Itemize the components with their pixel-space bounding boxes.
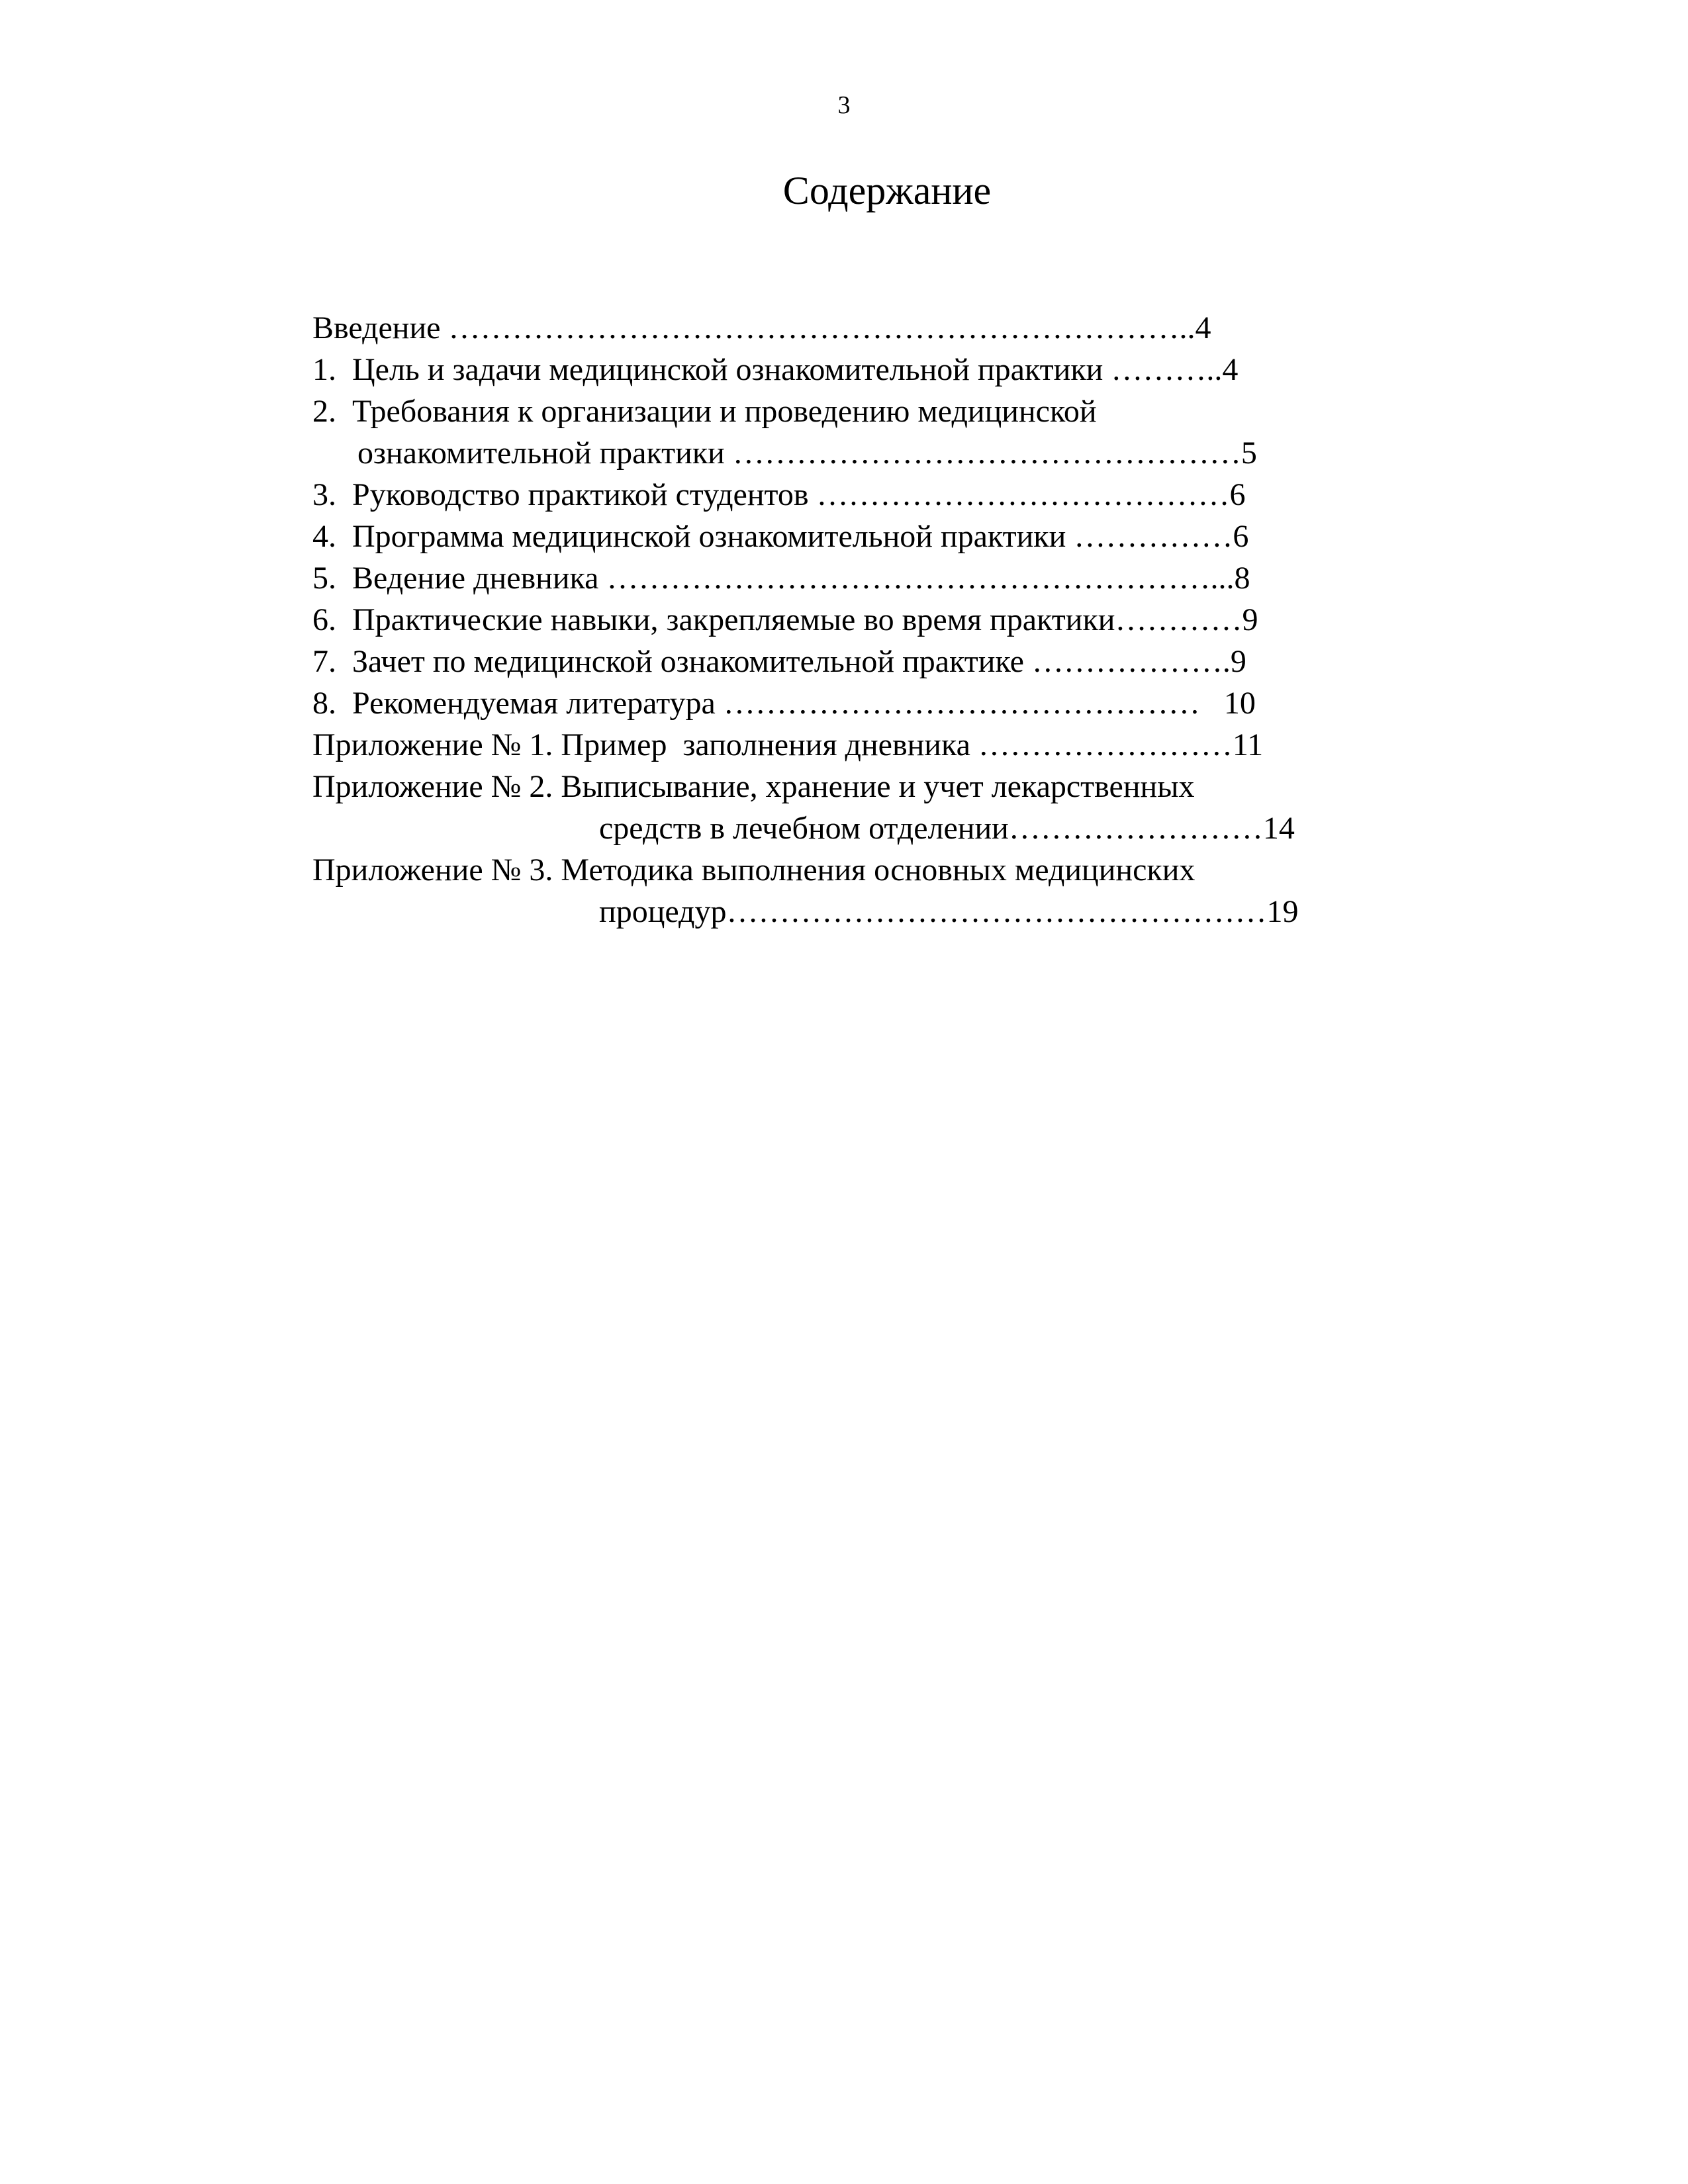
toc-entry-text: Зачет по медицинской ознакомительной практике [352, 644, 1032, 679]
table-of-contents [0, 312, 1688, 974]
toc-page-number: 4 [1195, 310, 1211, 345]
toc-leader-dots: ………… [1115, 602, 1243, 637]
toc-leader-dots: ……….. [1111, 352, 1223, 387]
toc-entry-text: Руководство практикой студентов [352, 477, 817, 512]
toc-entry-7[interactable] [312, 646, 1246, 678]
toc-appendix-1[interactable] [312, 729, 1263, 761]
toc-entry-number: 2. [312, 394, 336, 429]
toc-entry-4[interactable] [312, 521, 1248, 553]
page-number: 3 [837, 91, 851, 119]
toc-entry-text: ознакомительной практики [357, 435, 733, 471]
toc-page-number: 6 [1233, 519, 1249, 554]
toc-entry-number: 3. [312, 477, 336, 512]
toc-entry-number: 6. [312, 602, 336, 637]
toc-entry-1[interactable] [312, 354, 1238, 386]
toc-leader-dots: …………… [1074, 519, 1233, 554]
toc-entry-6[interactable] [312, 604, 1258, 636]
toc-leader-dots: ………………. [1031, 644, 1231, 679]
toc-entry-5[interactable] [312, 563, 1250, 594]
toc-entry-text: Ведение дневника [352, 561, 607, 596]
toc-leader-dots: …………………………………………………... [606, 561, 1235, 596]
toc-entry-text: Приложение № 2. Выписывание, хранение и учет лекарственных [312, 769, 1195, 804]
toc-entry-text: Рекомендуемая литература [352, 686, 724, 721]
toc-entry-text: Цель и задачи медицинской ознакомительной практики [352, 352, 1111, 387]
toc-entry-number: 8. [312, 686, 336, 721]
toc-entry-text: процедур [599, 894, 727, 929]
toc-page-number: 9 [1242, 602, 1258, 637]
toc-entry-number: 5. [312, 561, 336, 596]
toc-entry-text: Практические навыки, закрепляемые во время практики [352, 602, 1115, 637]
toc-leader-dots: …………………… [978, 727, 1233, 762]
toc-page-number: 8 [1234, 561, 1250, 596]
toc-leader-dots: ……………………………………… [723, 686, 1200, 721]
toc-appendix-3-continued[interactable] [599, 896, 1298, 928]
toc-entry-intro[interactable] [312, 312, 1211, 344]
toc-entry-text: Приложение № 1. Пример заполнения дневника [312, 727, 978, 762]
toc-appendix-2-continued[interactable] [599, 813, 1295, 844]
toc-entry-2[interactable] [312, 396, 1097, 428]
toc-page-number: 14 [1262, 811, 1295, 846]
toc-page-number: 10 [1223, 686, 1256, 721]
toc-leader-dots: ………………………………………… [732, 435, 1241, 471]
toc-entry-2-continued[interactable] [357, 437, 1257, 469]
toc-entry-text: средств в лечебном отделении [599, 811, 1009, 846]
toc-leader-dots: ………………………………… [816, 477, 1230, 512]
toc-page-number: 5 [1241, 435, 1257, 471]
toc-entry-text: Приложение № 3. Методика выполнения основных медицинских [312, 852, 1196, 887]
toc-entry-text: Требования к организации и проведению медицинской [352, 394, 1097, 429]
toc-entry-number: 1. [312, 352, 336, 387]
page-title: Содержание [782, 169, 992, 212]
toc-appendix-2[interactable] [312, 771, 1194, 803]
toc-leader-dots: …………………………………………… [726, 894, 1267, 929]
toc-page-number: 19 [1266, 894, 1299, 929]
toc-entry-number: 7. [312, 644, 336, 679]
toc-page-number: 6 [1229, 477, 1246, 512]
toc-page-number: 9 [1230, 644, 1246, 679]
toc-entry-number: 4. [312, 519, 336, 554]
toc-entry-text: Программа медицинской ознакомительной практики [352, 519, 1074, 554]
toc-leader-dots: …………………………………………………………….. [448, 310, 1196, 345]
toc-entry-text: Введение [312, 310, 449, 345]
toc-appendix-3[interactable] [312, 854, 1195, 886]
toc-page-number: 4 [1222, 352, 1239, 387]
toc-entry-8[interactable] [312, 688, 1256, 719]
toc-entry-3[interactable] [312, 479, 1246, 511]
toc-leader-dots: …………………… [1008, 811, 1263, 846]
toc-page-number: 11 [1232, 727, 1264, 762]
